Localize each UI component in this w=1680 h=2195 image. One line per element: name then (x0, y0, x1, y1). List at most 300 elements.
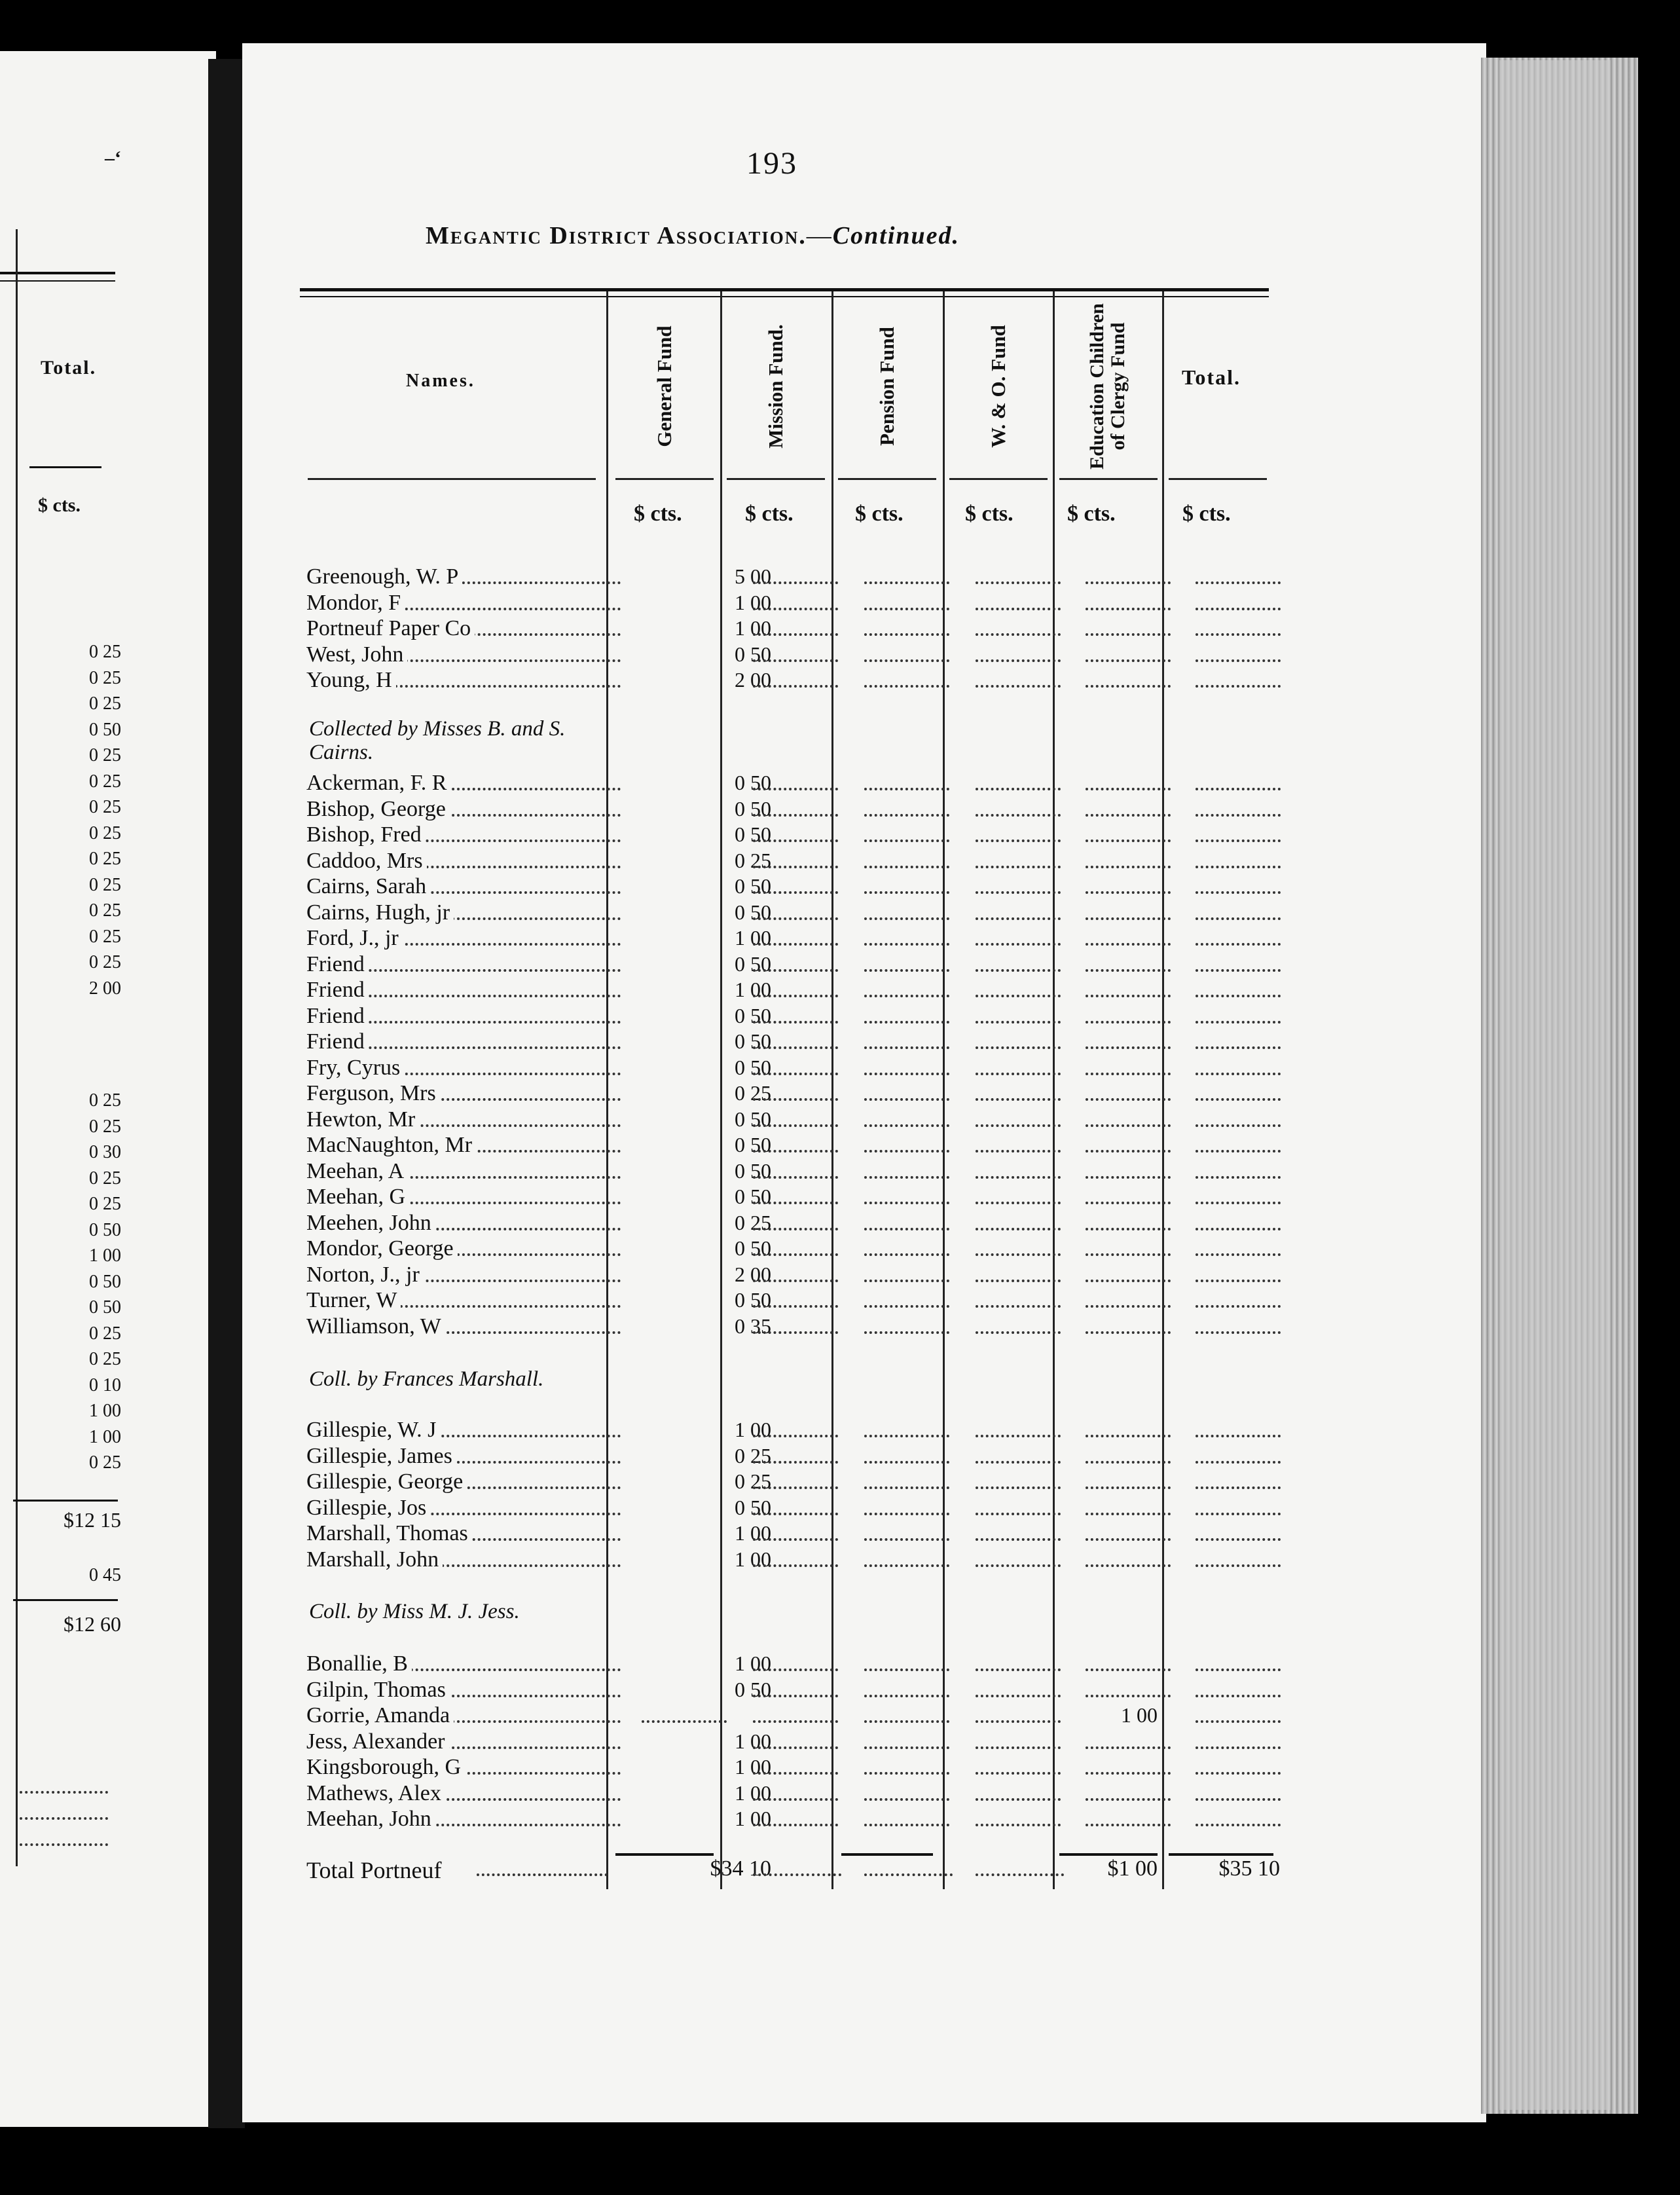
general-fund-value: 0 50 (735, 1288, 771, 1312)
table-row (306, 1651, 1282, 1676)
pension-dots (864, 1098, 949, 1101)
mission-dots (753, 1046, 838, 1049)
total-dots (1196, 969, 1281, 972)
left-page-value: 0 25 (89, 693, 121, 714)
left-page-value: 0 25 (89, 926, 121, 947)
table-row (306, 1133, 1282, 1158)
table-row (306, 1314, 1282, 1339)
education-dots (1086, 1228, 1171, 1230)
general-fund-value: 0 50 (735, 900, 771, 924)
education-dots (1086, 608, 1171, 610)
wo-dots (976, 1669, 1061, 1671)
table-row (306, 1729, 1282, 1754)
total-dots (1196, 1435, 1281, 1437)
pension-dots (864, 608, 949, 610)
table-row (306, 1781, 1282, 1806)
contributor-name: Greenough, W. P (306, 564, 462, 589)
total-dots (1196, 1253, 1281, 1256)
total-dots (1196, 1202, 1281, 1204)
wo-dots (976, 1253, 1061, 1256)
total-dots (1196, 1513, 1281, 1515)
education-dots (1086, 788, 1171, 790)
left-page-value: 0 25 (89, 849, 121, 869)
mission-dots (753, 1695, 838, 1697)
pension-dots (864, 1564, 949, 1567)
left-page-value: 0 25 (89, 1168, 121, 1189)
contributor-name: Bishop, Fred (306, 822, 426, 847)
education-dots (1086, 633, 1171, 636)
mission-dots (753, 1772, 838, 1775)
table-row (306, 1081, 1282, 1106)
book-gutter (208, 59, 245, 2128)
contributor-name: Marshall, Thomas (306, 1521, 472, 1546)
education-dots (1086, 1461, 1171, 1464)
wo-dots (976, 1280, 1061, 1282)
general-fund-value: 0 35 (735, 1314, 771, 1338)
mission-dots (753, 917, 838, 920)
left-page-dot-leader (20, 1843, 108, 1846)
contributor-name: Meehan, John (306, 1807, 435, 1832)
table-row (306, 849, 1282, 874)
table-row (306, 591, 1282, 616)
table-row (306, 564, 1282, 589)
table-row (306, 1159, 1282, 1184)
table-row (306, 1418, 1282, 1443)
left-page-value: 0 25 (89, 745, 121, 765)
general-fund-value: 2 00 (735, 1262, 771, 1286)
pension-dots (864, 1176, 949, 1179)
general-fund-value: 0 25 (735, 1081, 771, 1105)
table-row (306, 1547, 1282, 1572)
wo-dots (976, 943, 1061, 946)
education-dots (1086, 995, 1171, 997)
education-dots (1086, 1124, 1171, 1127)
pension-dots (864, 1669, 949, 1671)
page-heading (426, 221, 960, 250)
contributor-name: West, John (306, 642, 407, 667)
wo-dots (976, 1824, 1061, 1826)
education-dots (1086, 1280, 1171, 1282)
total-dots (1196, 1538, 1281, 1541)
education-dots (1086, 1513, 1171, 1515)
fund-header-rule (1059, 478, 1158, 480)
mission-dots (753, 1176, 838, 1179)
dot-leader (477, 1873, 608, 1876)
pension-dots (864, 1798, 949, 1801)
wo-dots (976, 1873, 1064, 1876)
total-dots (1196, 1695, 1281, 1697)
wo-dots (976, 1073, 1061, 1075)
total-dots (1196, 891, 1281, 894)
wo-dots (976, 995, 1061, 997)
left-page-value: 0 50 (89, 1297, 121, 1318)
total-dots (1196, 659, 1281, 662)
mission-dots (753, 866, 838, 868)
wo-dots (976, 1798, 1061, 1801)
mission-dots (753, 943, 838, 946)
pension-unit-label: $ cts. (855, 502, 904, 526)
total-grand-value: $35 10 (1218, 1856, 1280, 1881)
wo-dots (976, 1150, 1061, 1153)
general-unit-label: $ cts. (634, 502, 682, 526)
pension-dots (864, 1150, 949, 1153)
pension-dots (864, 1124, 949, 1127)
contributor-name: Norton, J., jr (306, 1263, 424, 1287)
pension-dots (864, 943, 949, 946)
names-header-rule (308, 478, 596, 480)
left-page-value: 0 50 (89, 1219, 121, 1240)
total-dots (1196, 1280, 1281, 1282)
wo-dots (976, 866, 1061, 868)
general-fund-value: 1 00 (735, 1780, 771, 1805)
pension-dots (864, 1873, 953, 1876)
wo-dots (976, 1124, 1061, 1127)
mission-dots (753, 814, 838, 817)
left-page-header-rule (29, 466, 101, 468)
wo-dots (976, 1513, 1061, 1515)
left-page-value: 0 25 (89, 900, 121, 921)
total-dots (1196, 1046, 1281, 1049)
pension-dots (864, 659, 949, 662)
table-row (306, 1496, 1282, 1521)
table-row (306, 1288, 1282, 1313)
contributor-name: Caddoo, Mrs (306, 849, 427, 874)
table-row (306, 797, 1282, 822)
education-dots (1086, 1202, 1171, 1204)
left-page-sum-line-2 (13, 1599, 118, 1601)
education-fund-header: Education Children of Clergy Fund (1086, 303, 1129, 470)
contributor-name: Ackerman, F. R (306, 771, 450, 796)
total-dots (1196, 581, 1281, 584)
table-row (306, 1029, 1282, 1054)
mission-dots (753, 995, 838, 997)
table-row (306, 642, 1282, 667)
table-row (306, 616, 1282, 641)
total-dots (1196, 1176, 1281, 1179)
pension-dots (864, 1486, 949, 1489)
total-dots (1196, 1720, 1281, 1723)
page-edges-shade (1499, 60, 1611, 2110)
wo-dots (976, 581, 1061, 584)
left-page-subtotal: $12 15 (64, 1508, 121, 1532)
education-dots (1086, 1098, 1171, 1101)
contributor-name: Hewton, Mr (306, 1107, 419, 1132)
general-fund-value: 0 25 (735, 848, 771, 872)
collector-heading: Coll. by Miss M. J. Jess. (309, 1600, 520, 1623)
general-sum-line (615, 1853, 714, 1856)
education-dots (1086, 814, 1171, 817)
general-fund-value: 0 25 (735, 1210, 771, 1234)
total-dots (1196, 1824, 1281, 1826)
total-dots (1196, 1798, 1281, 1801)
general-fund-value: 0 50 (735, 1055, 771, 1079)
total-dots (1196, 1073, 1281, 1075)
left-page-unit: $ cts. (38, 494, 81, 516)
left-page-value: 0 10 (89, 1374, 121, 1395)
education-dots (1086, 581, 1171, 584)
general-fund-value: 0 50 (735, 1133, 771, 1156)
pension-dots (864, 685, 949, 688)
pension-dots (864, 1824, 949, 1826)
contributor-name: Fry, Cyrus (306, 1056, 404, 1080)
fund-header-rule (615, 478, 714, 480)
mission-dots (753, 969, 838, 972)
mission-dots (753, 608, 838, 610)
mission-dots (753, 1824, 838, 1826)
wo-dots (976, 917, 1061, 920)
total-dots (1196, 685, 1281, 688)
contributor-name: Gillespie, W. J (306, 1418, 440, 1443)
general-fund-value: 0 50 (735, 1158, 771, 1183)
total-dots (1196, 1564, 1281, 1567)
dot-leader (333, 995, 621, 997)
education-dots (1086, 1486, 1171, 1489)
contributor-name: Friend (306, 1029, 369, 1054)
general-fund-value: 1 00 (735, 1547, 771, 1571)
left-page-value: 0 25 (89, 1116, 121, 1137)
wo-dots (976, 1021, 1061, 1024)
wo-dots (976, 1331, 1061, 1334)
mission-unit-label: $ cts. (745, 502, 794, 526)
left-page-value: 1 00 (89, 1401, 121, 1421)
total-header-rule (1169, 478, 1267, 480)
total-dots (1196, 1228, 1281, 1230)
mission-dots (753, 1073, 838, 1075)
education-dots (1086, 1669, 1171, 1671)
pension-sum-line (841, 1853, 933, 1856)
general-fund-value: 0 25 (735, 1443, 771, 1467)
general-fund-value: 5 00 (735, 564, 771, 588)
general-fund-value: 1 00 (735, 1807, 771, 1830)
contributor-name: Bonallie, B (306, 1651, 412, 1676)
contributor-name: Meehen, John (306, 1211, 435, 1236)
table-row (306, 1807, 1282, 1832)
general-fund-value: 0 50 (735, 951, 771, 976)
pension-dots (864, 891, 949, 894)
education-dots (1086, 917, 1171, 920)
left-page-value: 0 25 (89, 822, 121, 843)
education-dots (1086, 1435, 1171, 1437)
left-page-value: 0 25 (89, 1452, 121, 1473)
pension-dots (864, 1772, 949, 1775)
table-row (306, 1056, 1282, 1080)
pension-dots (864, 995, 949, 997)
contributor-name: MacNaughton, Mr (306, 1133, 476, 1158)
table-row (306, 952, 1282, 977)
left-page-value: 0 25 (89, 1194, 121, 1214)
general-fund-value: 0 25 (735, 1469, 771, 1493)
wo-dots (976, 1046, 1061, 1049)
pension-dots (864, 1331, 949, 1334)
total-dots (1196, 995, 1281, 997)
contributor-name: Cairns, Hugh, jr (306, 900, 454, 925)
education-dots (1086, 1538, 1171, 1541)
education-dots (1086, 1331, 1171, 1334)
pension-fund-header: Pension Fund (875, 327, 898, 446)
left-page-column-line (16, 229, 18, 1866)
heading-continued: Continued. (832, 222, 960, 249)
contributor-name: Gillespie, Jos (306, 1496, 430, 1521)
general-fund-header: General Fund (653, 325, 676, 447)
mission-dots (753, 1124, 838, 1127)
wo-dots (976, 788, 1061, 790)
left-page-value: 0 25 (89, 771, 121, 792)
pension-dots (864, 1435, 949, 1437)
pension-dots (864, 814, 949, 817)
wo-dots (976, 1305, 1061, 1308)
mission-dots (753, 839, 838, 842)
heading-dash: — (806, 222, 833, 249)
dot-leader (333, 969, 621, 972)
mission-dots (753, 1280, 838, 1282)
mission-fund-header: Mission Fund. (764, 324, 787, 449)
wo-dots (976, 1695, 1061, 1697)
education-dots (1086, 1046, 1171, 1049)
pension-dots (864, 581, 949, 584)
education-dots (1086, 1798, 1171, 1801)
general-fund-value: 0 50 (735, 1029, 771, 1053)
pension-dots (864, 1202, 949, 1204)
table-row (306, 1107, 1282, 1132)
table-row (306, 1521, 1282, 1546)
page-number: 193 (746, 146, 797, 181)
mission-dots (753, 1253, 838, 1256)
total-dots (1196, 917, 1281, 920)
education-dots (1086, 1253, 1171, 1256)
general-fund-value: 0 50 (735, 1495, 771, 1519)
fund-header-rule (838, 478, 936, 480)
contributor-name: Friend (306, 1004, 369, 1029)
left-page-value: 0 25 (89, 797, 121, 817)
pension-dots (864, 1253, 949, 1256)
contributor-name: Meehan, A (306, 1159, 408, 1184)
wo-dots (976, 608, 1061, 610)
table-row (306, 1236, 1282, 1261)
education-dots (1086, 1150, 1171, 1153)
wo-dots (976, 1746, 1061, 1749)
general-fund-value: 0 50 (735, 1107, 771, 1131)
pension-dots (864, 1746, 949, 1749)
pension-dots (864, 917, 949, 920)
general-fund-value: 1 00 (735, 590, 771, 614)
total-dots (1196, 788, 1281, 790)
table-row (306, 874, 1282, 899)
mission-dots (753, 1564, 838, 1567)
mission-dots (753, 1461, 838, 1464)
mission-dots (753, 891, 838, 894)
heading-title: Megantic District Association. (426, 222, 807, 249)
pension-dots (864, 866, 949, 868)
total-dots (1196, 1746, 1281, 1749)
total-dots (1196, 1486, 1281, 1489)
contributor-name: Gillespie, James (306, 1444, 456, 1469)
education-dots (1086, 1305, 1171, 1308)
pension-dots (864, 839, 949, 842)
widows-orphans-fund-header: W. & O. Fund (987, 325, 1010, 448)
contributor-name: Mondor, George (306, 1236, 458, 1261)
general-fund-value: 1 00 (735, 1651, 771, 1675)
contributor-name: Mondor, F (306, 591, 405, 616)
wo-dots (976, 633, 1061, 636)
mission-dots (753, 1746, 838, 1749)
general-fund-value: 1 00 (735, 926, 771, 950)
mission-dots (753, 1331, 838, 1334)
left-page-addition: 0 45 (89, 1565, 121, 1585)
education-dots (1086, 1176, 1171, 1179)
left-page-value: 0 25 (89, 1323, 121, 1344)
left-page-sum-line (13, 1500, 118, 1502)
general-fund-value: 0 50 (735, 642, 771, 666)
education-dots (1086, 891, 1171, 894)
pension-dots (864, 1046, 949, 1049)
table-row (306, 1004, 1282, 1029)
contributor-name: Marshall, John (306, 1547, 443, 1572)
wo-dots (976, 1720, 1061, 1723)
left-page-dot-leader (20, 1791, 108, 1794)
education-dots (1086, 1824, 1171, 1826)
total-dots (1196, 1669, 1281, 1671)
mission-dots (753, 1720, 838, 1723)
total-dots (1196, 814, 1281, 817)
mission-dots (753, 1021, 838, 1024)
mission-dots (753, 1228, 838, 1230)
contributor-name: Friend (306, 978, 369, 1003)
left-page-value: 0 25 (89, 1090, 121, 1111)
education-dots (1086, 1772, 1171, 1775)
left-page-value: 0 50 (89, 1271, 121, 1292)
mission-dots (753, 1669, 838, 1671)
wo-dots (976, 1486, 1061, 1489)
contributor-name: Jess, Alexander (306, 1729, 449, 1754)
mission-dots (753, 1873, 841, 1876)
left-page-dot-leader (20, 1817, 108, 1820)
left-page-value: 0 25 (89, 642, 121, 662)
pension-dots (864, 1305, 949, 1308)
contributor-name: Meehan, G (306, 1185, 409, 1209)
table-row (306, 1263, 1282, 1287)
wo-dots (976, 1435, 1061, 1437)
education-dots (1086, 1021, 1171, 1024)
mission-dots (753, 1486, 838, 1489)
pension-dots (864, 1538, 949, 1541)
general-fund-value: 1 00 (735, 1755, 771, 1779)
collector-heading: Coll. by Frances Marshall. (309, 1367, 544, 1391)
total-unit-label: $ cts. (1182, 502, 1231, 526)
contributor-name: Gillespie, George (306, 1469, 467, 1494)
pension-dots (864, 1021, 949, 1024)
general-fund-value: 1 00 (735, 1729, 771, 1753)
general-fund-value: 0 50 (735, 1236, 771, 1260)
previous-page (0, 51, 216, 2127)
general-fund-value: 0 50 (735, 874, 771, 898)
total-dots (1196, 1331, 1281, 1334)
education-fund-value: 1 00 (1121, 1703, 1158, 1727)
total-general-value: $34 10 (710, 1856, 771, 1881)
general-dots (642, 1720, 727, 1723)
dot-leader (333, 1021, 621, 1024)
education-dots (1086, 866, 1171, 868)
table-row (306, 1703, 1282, 1728)
table-row (306, 822, 1282, 847)
contributor-name: Kingsborough, G (306, 1755, 465, 1780)
table-row (306, 900, 1282, 925)
fund-header-rule (949, 478, 1048, 480)
pension-dots (864, 1720, 949, 1723)
contributor-name: Friend (306, 952, 369, 977)
left-page-value: 0 50 (89, 719, 121, 740)
pension-dots (864, 969, 949, 972)
wo-unit-label: $ cts. (965, 502, 1013, 526)
